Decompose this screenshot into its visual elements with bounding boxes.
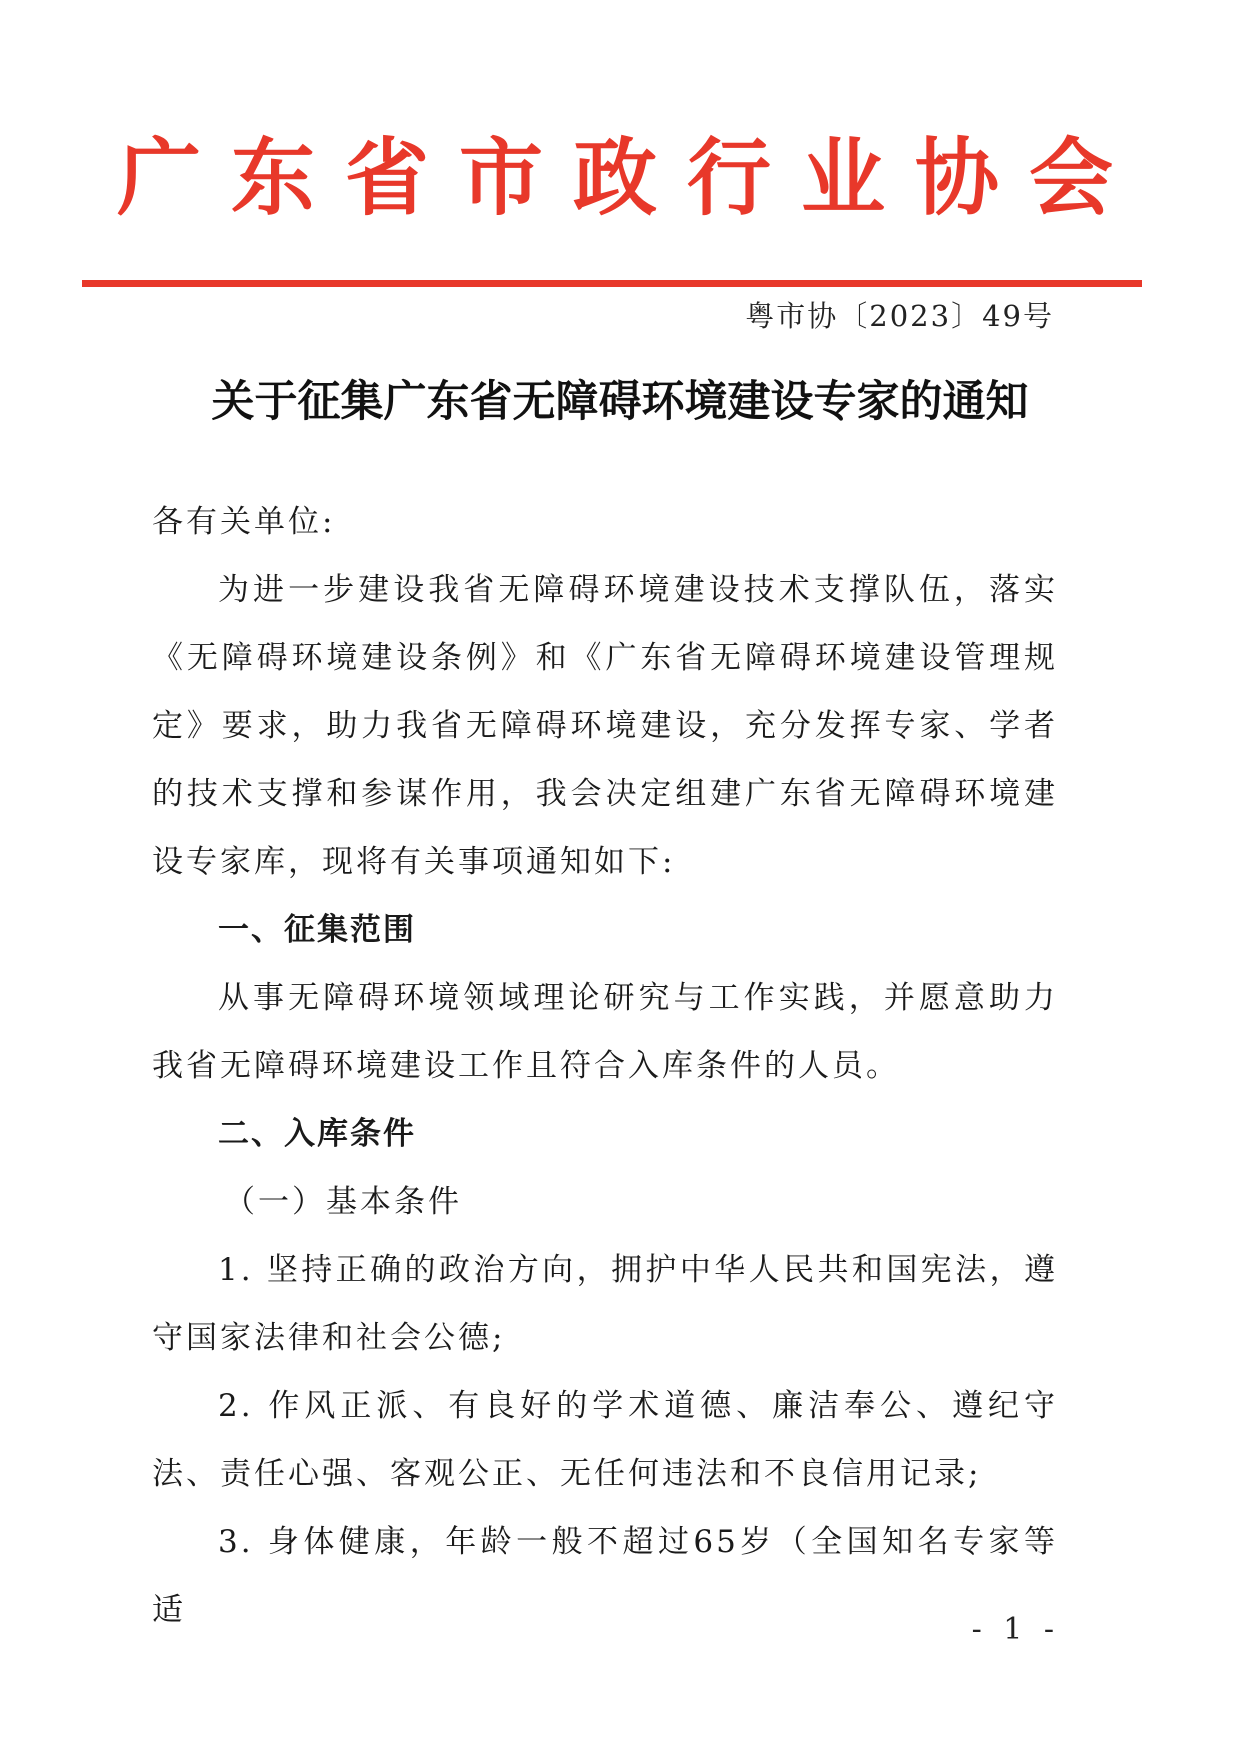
page-number: - 1 - [971,1612,1060,1647]
scope-paragraph: 从事无障碍环境领域理论研究与工作实践，并愿意助力我省无障碍环境建设工作且符合入库条件的人员。 [152,980,1058,1084]
document-title: 关于征集广东省无障碍环境建设专家的通知 [211,377,1029,427]
condition-item: 3. 身体健康，年龄一般不超过65岁（全国知名专家等适 [152,1524,1058,1628]
section-heading-conditions: 二、入库条件 [218,1116,416,1152]
intro-paragraph: 为进一步建设我省无障碍环境建设技术支撑队伍，落实《无障碍环境建设条例》和《广东省无障碍环境建设管理规定》要求，助力我省无障碍环境建设，充分发挥专家、学者的技术支撑和参谋作用，我会决定组建广东省无障碍环境建设专家库，现将有关事项通知如下: [152,572,1058,880]
header-red-rule [82,280,1142,287]
organization-header: 广东省市政行业协会 [116,129,1143,227]
document-body [152,488,1058,1644]
subheading-basic-conditions: （一）基本条件 [224,1184,462,1220]
condition-item: 2. 作风正派、有良好的学术道德、廉洁奉公、遵纪守法、责任心强、客观公正、无任何违法和不良信用记录; [152,1388,1058,1492]
condition-item: 1. 坚持正确的政治方向，拥护中华人民共和国宪法，遵守国家法律和社会公德; [152,1252,1058,1356]
section-heading-scope: 一、征集范围 [218,912,416,948]
document-number: 粤市协〔2023〕49号 [745,299,1054,333]
salutation: 各有关单位: [152,504,336,540]
